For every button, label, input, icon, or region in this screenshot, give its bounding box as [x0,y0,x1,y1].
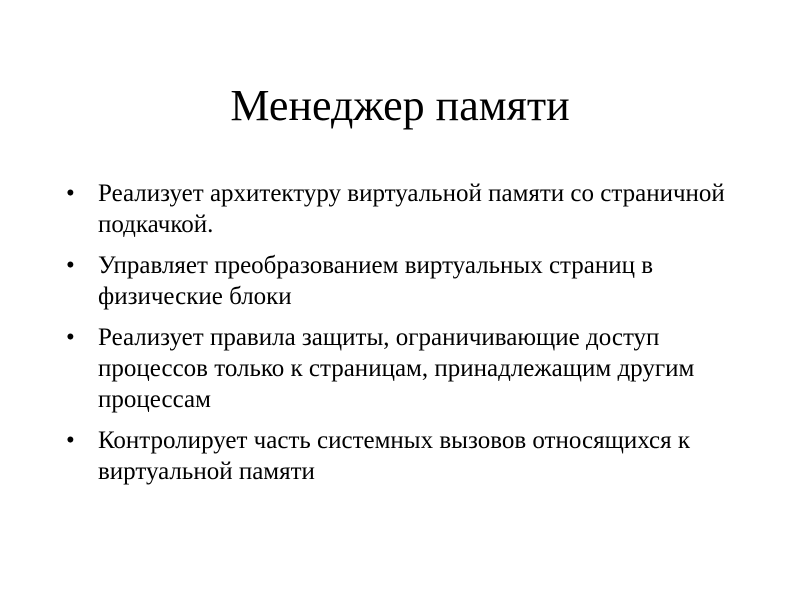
bullet-text: Контролирует часть системных вызовов относящихся к виртуальной памяти [98,427,690,485]
bullet-icon: • [66,324,75,351]
bullet-icon: • [66,180,75,207]
bullet-list [60,178,740,497]
slide-title: Менеджер памяти [230,81,570,130]
bullet-text: Реализует архитектуру виртуальной памяти со страничной подкачкой. [98,180,725,238]
bullet-item [60,322,740,415]
bullet-icon: • [66,252,75,279]
bullet-text: Управляет преобразованием виртуальных страниц в физические блоки [98,252,654,310]
bullet-text: Реализует правила защиты, ограничивающие доступ процессов только к страницам, принадлежащим другим процессам [98,324,695,413]
bullet-item [60,425,740,487]
bullet-item [60,250,740,312]
bullet-icon: • [66,427,75,454]
bullet-item [60,178,740,240]
